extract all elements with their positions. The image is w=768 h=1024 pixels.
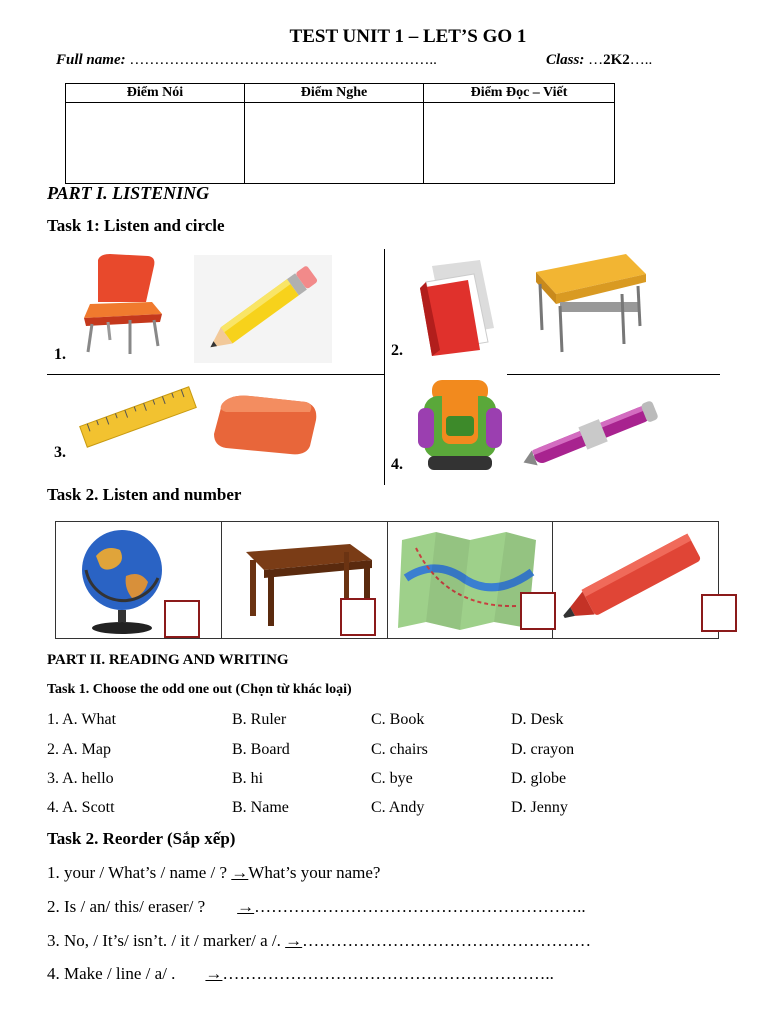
number-box-table[interactable] bbox=[340, 598, 376, 636]
desk-icon[interactable] bbox=[530, 250, 648, 356]
ruler-icon[interactable] bbox=[78, 380, 198, 454]
task2-cell-map bbox=[388, 522, 554, 638]
task1-heading: Task 1: Listen and circle bbox=[47, 216, 225, 235]
grid-divider-right bbox=[507, 374, 720, 375]
task2-picture-strip bbox=[55, 521, 719, 639]
reorder-answer-3[interactable]: …………………………………………… bbox=[302, 931, 592, 950]
reorder-question-3: 3. No, / It’s/ isn’t. / it / marker/ a /. bbox=[47, 931, 286, 950]
page-title: TEST UNIT 1 – LET’S GO 1 bbox=[289, 26, 527, 47]
score-col-speaking: Điểm Nói bbox=[66, 84, 245, 103]
eraser-icon[interactable] bbox=[210, 390, 322, 460]
part1-heading: PART I. LISTENING bbox=[47, 183, 210, 203]
class-prefix: … bbox=[588, 52, 604, 68]
q4-a[interactable]: 4. A. Scott bbox=[47, 799, 115, 816]
score-table bbox=[65, 83, 615, 184]
q3-a[interactable]: 3. A. hello bbox=[47, 770, 114, 787]
part2-heading: PART II. READING AND WRITING bbox=[47, 652, 289, 668]
q2-b[interactable]: B. Board bbox=[232, 741, 290, 758]
reorder-item-4 bbox=[47, 964, 554, 984]
globe-icon bbox=[74, 526, 178, 636]
reorder-item-3 bbox=[47, 931, 591, 951]
q3-d[interactable]: D. globe bbox=[511, 770, 567, 787]
q4-b[interactable]: B. Name bbox=[232, 799, 289, 816]
number-box-globe[interactable] bbox=[164, 600, 200, 638]
backpack-icon[interactable] bbox=[412, 374, 508, 474]
arrow-icon: → bbox=[285, 931, 303, 950]
class-label: Class: bbox=[546, 52, 585, 68]
task1-number-4: 4. bbox=[391, 456, 403, 473]
q2-d[interactable]: D. crayon bbox=[511, 741, 575, 758]
q3-b[interactable]: B. hi bbox=[232, 770, 264, 787]
reorder-item-2 bbox=[47, 897, 586, 917]
q1-c[interactable]: C. Book bbox=[371, 711, 425, 728]
q3-c[interactable]: C. bye bbox=[371, 770, 413, 787]
reorder-question-2: 2. Is / an/ this/ eraser/ ? bbox=[47, 897, 206, 916]
fullname-label: Full name: bbox=[56, 52, 126, 68]
q1-a[interactable]: 1. A. What bbox=[47, 711, 117, 728]
reorder-question-4: 4. Make / line / a/ . bbox=[47, 964, 176, 983]
score-cell-speaking[interactable] bbox=[66, 103, 245, 184]
book-icon[interactable] bbox=[418, 258, 498, 358]
reorder-question-1: 1. your / What’s / name / ? bbox=[47, 863, 232, 882]
q4-d[interactable]: D. Jenny bbox=[511, 799, 568, 816]
reorder-item-1 bbox=[47, 863, 380, 883]
class-value: 2K2 bbox=[603, 52, 630, 68]
task1-number-3: 3. bbox=[54, 444, 66, 461]
number-box-map[interactable] bbox=[520, 592, 556, 630]
score-col-listening: Điểm Nghe bbox=[245, 84, 424, 103]
arrow-icon: → bbox=[231, 863, 249, 882]
arrow-icon: → bbox=[205, 964, 223, 983]
q2-a[interactable]: 2. A. Map bbox=[47, 741, 111, 758]
chair-icon[interactable] bbox=[80, 252, 170, 358]
arrow-icon: → bbox=[237, 897, 255, 916]
pencil-icon[interactable] bbox=[194, 255, 332, 363]
q2-c[interactable]: C. chairs bbox=[371, 741, 428, 758]
grid-divider-left bbox=[47, 374, 384, 375]
task2-heading: Task 2. Listen and number bbox=[47, 485, 242, 504]
marker-icon bbox=[555, 528, 705, 634]
part2-task1-heading: Task 1. Choose the odd one out (Chọn từ khác loại) bbox=[47, 682, 352, 697]
score-cell-listening[interactable] bbox=[245, 103, 424, 184]
number-box-marker[interactable] bbox=[701, 594, 737, 632]
pen-icon[interactable] bbox=[516, 398, 672, 470]
class-suffix: ….. bbox=[629, 52, 653, 68]
grid-divider-vertical bbox=[384, 249, 385, 485]
q1-d[interactable]: D. Desk bbox=[511, 711, 564, 728]
score-col-reading-writing: Điểm Đọc – Viết bbox=[424, 84, 615, 103]
fullname-row bbox=[56, 52, 437, 69]
reorder-answer-4[interactable]: ………………………………………………….. bbox=[222, 964, 554, 983]
reorder-answer-2[interactable]: ………………………………………………….. bbox=[254, 897, 586, 916]
q4-c[interactable]: C. Andy bbox=[371, 799, 425, 816]
part2-task2-heading: Task 2. Reorder (Sắp xếp) bbox=[47, 829, 236, 848]
task2-cell-globe bbox=[56, 522, 222, 638]
reorder-answer-1[interactable]: What’s your name? bbox=[248, 863, 381, 882]
fullname-dots: …………………………………………………….. bbox=[129, 52, 437, 68]
task2-cell-marker bbox=[553, 522, 718, 638]
score-cell-reading-writing[interactable] bbox=[424, 103, 615, 184]
q1-b[interactable]: B. Ruler bbox=[232, 711, 287, 728]
task1-number-1: 1. bbox=[54, 346, 66, 363]
task1-number-2: 2. bbox=[391, 342, 403, 359]
class-row bbox=[546, 52, 652, 69]
task2-cell-table bbox=[222, 522, 388, 638]
